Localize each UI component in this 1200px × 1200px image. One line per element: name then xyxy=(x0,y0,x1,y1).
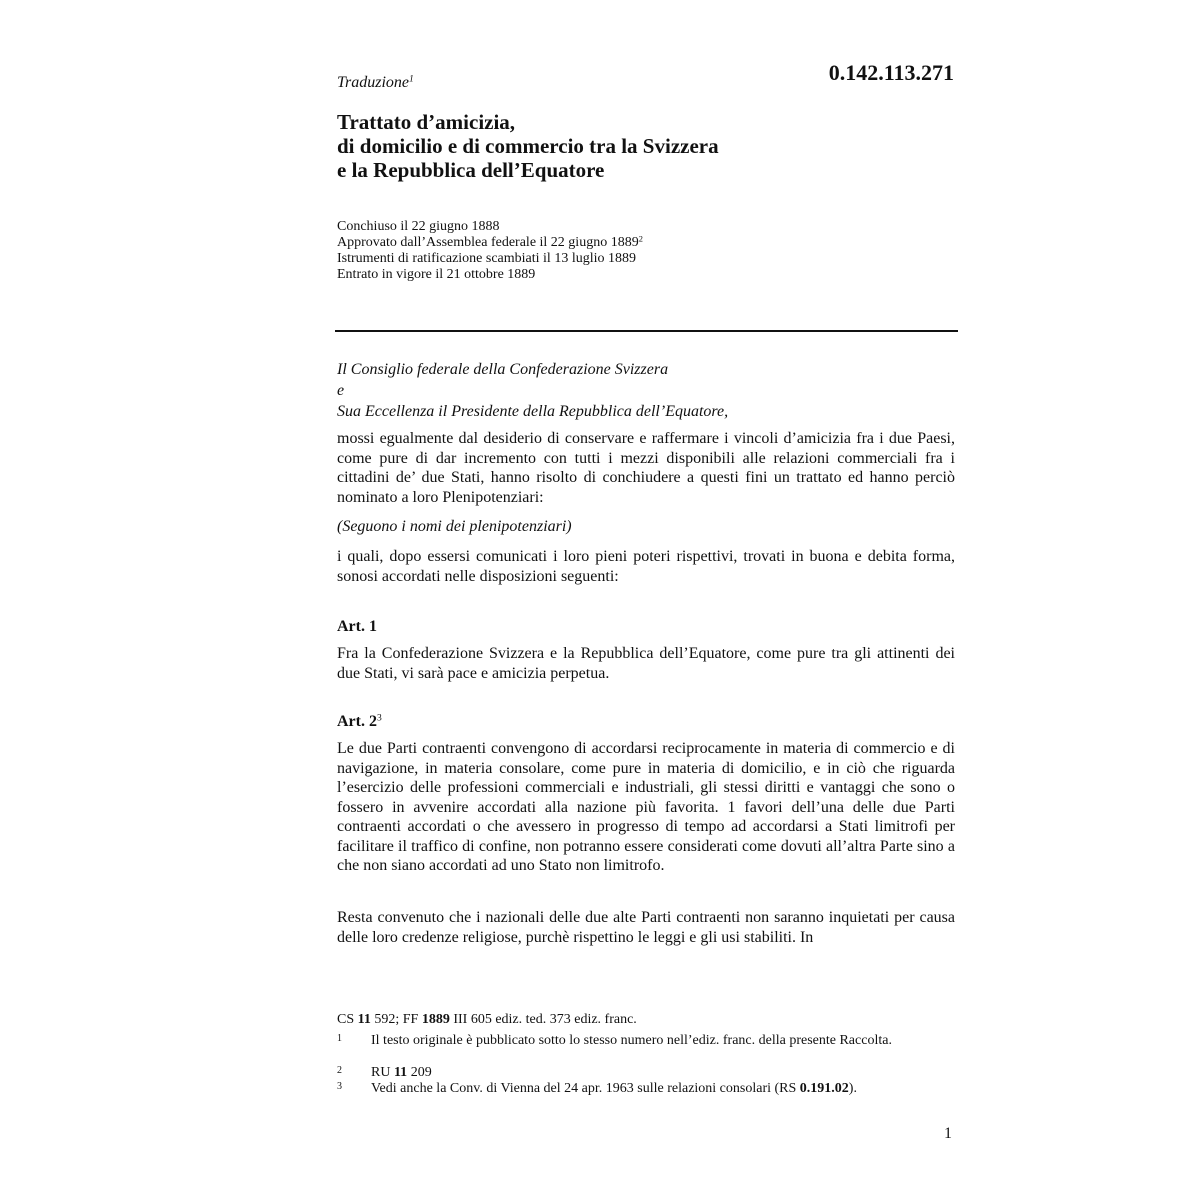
footnote-source: CS 11 592; FF 1889 III 605 ediz. ted. 373 ediz. franc. xyxy=(337,1012,637,1027)
title-line-3: e la Repubblica dell’Equatore xyxy=(337,158,605,182)
footnote-3-number: 3 xyxy=(337,1081,342,1092)
footnote-ref-3[interactable]: 3 xyxy=(376,712,382,724)
footnote-1 xyxy=(337,1033,937,1049)
treaty-meta xyxy=(337,219,643,283)
article-1-text: Fra la Confederazione Svizzera e la Repubblica dell’Equatore, come pure tra gli attinenti dei due Stati, vi sarà pace e amicizia perpetua. xyxy=(337,645,955,682)
footnote-3 xyxy=(337,1081,937,1097)
title-line-1: Trattato d’amicizia, xyxy=(337,110,516,134)
page-number: 1 xyxy=(944,1125,952,1142)
footnote-ref-1[interactable]: 1 xyxy=(409,73,414,85)
translation-label: Traduzione$^1$ xyxy=(337,73,414,91)
meta-in-force: Entrato in vigore il 21 ottobre 1889 xyxy=(337,267,536,282)
preamble-names-note: (Seguono i nomi dei plenipotenziari) xyxy=(337,518,572,535)
article-2-paragraph-2: Resta convenuto che i nazionali delle due alte Parti contraenti non saranno inquietati per causa delle loro credenze religiose, purchè rispettino le leggi e gli usi stabiliti. In xyxy=(337,909,955,946)
preamble-paragraph-2: i quali, dopo essersi comunicati i loro pieni poteri rispettivi, trovati in buona e debita forma, sonosi accordati nelle disposizioni seguenti: xyxy=(337,548,955,585)
footnote-3-text: Vedi anche la Conv. di Vienna del 24 apr. 1963 sulle relazioni consolari (RS 0.191.02). xyxy=(371,1081,857,1096)
preamble-paragraph-1: mossi egualmente dal desiderio di conservare e raffermare i vincoli d’amicizia fra i due Paesi, come pure di dar incremento con tutti i mezzi disponibili alle relazioni commerciali fra i cittadini de’ due Stati, hanno risolto di conchiudere a questi fini un trattato ed hanno perciò nominato a loro Plenipotenziari: xyxy=(337,430,955,506)
meta-ratification: Istrumenti di ratificazione scambiati il 13 luglio 1889 xyxy=(337,251,636,266)
footnote-2 xyxy=(337,1065,937,1081)
document-title xyxy=(337,110,897,182)
preamble-party-2: Sua Eccellenza il Presidente della Repubblica dell’Equatore, xyxy=(337,403,729,420)
footnote-2-text: RU 11 209 xyxy=(371,1065,432,1080)
article-2-paragraph-1: Le due Parti contraenti convengono di accordarsi reciprocamente in materia di commercio e di navigazione, in materia consolare, come pure in materia di domicilio, e in ciò che riguarda l’esercizio delle professioni commerciali e industriali, gli stessi diritti e vantaggi che sono o fossero in avvenire accordati alla nazione più favorita. 1 favori dell’una delle due Parti contraenti accordati o che avessero in progresso di tempo ad accordarsi a Stati limitrofi per facilitare il traffico di confine, non potranno essere considerati come dovuti all’altra Parte sino a che non siano accordati ad uno Stato non limitrofo. xyxy=(337,740,955,874)
footnote-ref-2[interactable]: 2 xyxy=(638,234,643,244)
article-2-heading: Art. $2^3$ xyxy=(337,712,382,730)
header-divider xyxy=(335,330,958,332)
sr-number: 0.142.113.271 xyxy=(828,60,954,85)
footnote-1-number: 1 xyxy=(337,1033,342,1044)
title-line-2: di domicilio e di commercio tra la Svizzera xyxy=(337,134,719,158)
footnote-2-number: 2 xyxy=(337,1065,342,1076)
footnote-1-text: Il testo originale è pubblicato sotto lo stesso numero nell’ediz. franc. della presente Raccolta. xyxy=(371,1033,892,1048)
preamble-party-1: Il Consiglio federale della Confederazione Svizzera xyxy=(337,361,669,378)
meta-concluded: Conchiuso il 22 giugno 1888 xyxy=(337,219,500,234)
meta-approved: Approvato dall’Assemblea federale il 22 giugno 1889$^2$ xyxy=(337,234,643,250)
article-1-heading: Art. 1 xyxy=(337,618,377,635)
preamble-conjunction: e xyxy=(337,382,345,399)
